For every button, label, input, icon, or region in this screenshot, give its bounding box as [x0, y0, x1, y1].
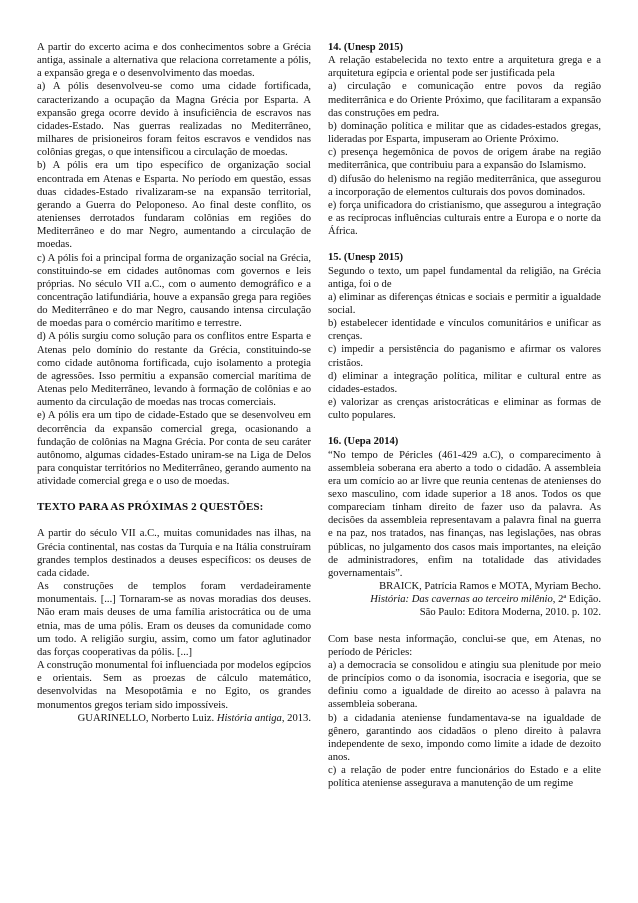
text-paragraph-1: A partir do século VII a.C., muitas comunidades nas ilhas, na Grécia continental, nas costas da Turquia e na Itália construíram grandes templos destinados a deuses específicos: os deuses de cada cidade.: [37, 528, 311, 579]
q16-option-c: c) a relação de poder entre funcionários do Estado e a elite política ateniense assegurava a manutenção de um regime: [328, 765, 601, 790]
q16-citation-title-line: [328, 593, 601, 606]
q16-citation-title: História: Das cavernas ao terceiro milênio: [370, 594, 553, 606]
option-e: e) A pólis era um tipo de cidade-Estado que se desenvolveu em decorrência da expansão comercial grega, ocasionando a fundação de colônias na Magna Grécia. Por conta de seu caráter autônomo, algumas cidades-Estado uniram-se na Liga de Delos para conquistar territórios no Mediterrâneo, gerando aumento na atividade comercial grega e o uso de moedas.: [37, 410, 311, 488]
left-column: [37, 41, 311, 725]
text-paragraph-3: A construção monumental foi influenciada por modelos egípcios e orientais. Sem as proezas de cálculo matemático, desenvolvidas na Mesopotâmia e no Egito, os grandes monumentos gregos teriam sido impossíveis.: [37, 660, 311, 711]
citation-year: , 2013.: [281, 712, 311, 724]
right-column: [328, 41, 601, 790]
section-heading: TEXTO PARA AS PRÓXIMAS 2 QUESTÕES:: [37, 501, 264, 514]
q16-option-b: b) a cidadania ateniense fundamentava-se na igualdade de gênero, garantindo aos cidadãos o pleno direito à palavra independente de sexo, impondo como limite a idade de dezoito anos.: [328, 712, 601, 763]
option-d: d) A pólis surgiu como solução para os conflitos entre Esparta e Atenas pelo domínio do restante da Grécia, constituindo-se como cidade autônoma fortificada, cujo isolamento a protegia de agressões. Isso permitiu a expansão comercial marítima de Atenas pelo Mediterrâneo, levando à formação de colônias e ao aumento da circulação de moedas nas trocas comerciais.: [37, 331, 311, 409]
text-citation: [37, 712, 311, 725]
q14-option-e: e) força unificadora do cristianismo, que assegurou a integração e as recíprocas influências culturais entre a Europa e o norte da África.: [328, 199, 601, 238]
q14-option-a: a) circulação e comunicação entre povos da região mediterrânica e do Oriente Próximo, que facilitaram a expansão das construções em pedra.: [328, 81, 601, 119]
option-a: a) A pólis desenvolveu-se como uma cidade fortificada, caracterizando a ocupação da Magna Grécia por Esparta. A expansão grega ocorre devido à insuficiência de escravos nas cidades-Estado. Nas guerras realizadas no Mediterrâneo, milhares de prisioneiros foram feitos escravos e vendidos nas colônias gregas, o que intensificou a circulação de moedas.: [37, 81, 311, 159]
question-16-title: 16. (Uepa 2014): [328, 436, 399, 448]
q14-option-c: c) presença hegemônica de povos de origem árabe na região mediterrânica, que contribuiu para a expansão do Islamismo.: [328, 147, 601, 172]
q15-option-c: c) impedir a persistência do paganismo e afirmar os valores cristãos.: [328, 344, 601, 369]
q16-citation-edition: , 2ª Edição.: [552, 594, 601, 606]
q14-option-d: d) difusão do helenismo na região mediterrânica, que assegurou a incorporação de elementos culturais dos povos dominados.: [328, 173, 601, 198]
option-b: b) A pólis era um tipo específico de organização social encontrada em Atenas e Esparta. No período em questão, essas duas cidades-Estado rivalizaram-se na expansão territorial, gerando a Guerra do Peloponeso. Ao final deste conflito, os atenienses derrotados fundaram colônias em regiões do Mediterrâneo e do mar Negro, aumentando a circulação de moedas.: [37, 160, 311, 251]
citation-author: GUARINELLO, Norberto Luiz.: [77, 712, 217, 724]
q16-citation-authors: BRAICK, Patrícia Ramos e MOTA, Myriam Becho.: [379, 581, 601, 593]
question-16-stem: Com base nesta informação, conclui-se que, em Atenas, no período de Péricles:: [328, 633, 601, 658]
text-paragraph-2: As construções de templos foram verdadeiramente monumentais. [...] Tornaram-se as novas moradias dos deuses. Não eram mais deuses de uma família aristocrática ou de uma etnia, mas de uma pólis. Eram os deuses da comunidade como um todo. A religião surgiu, assim, como um fator aglutinador das forças cooperativas da pólis. [...]: [37, 581, 311, 658]
q14-option-b: b) dominação política e militar que as cidades-estados gregas, lideradas por Esparta, impuseram ao Oriente Próximo.: [328, 120, 601, 146]
citation-title: História antiga: [216, 712, 282, 724]
question-14-stem: A relação estabelecida no texto entre a arquitetura grega e a arquitetura egípcia e oriental pode ser justificada pela: [328, 55, 601, 80]
option-c: c) A pólis foi a principal forma de organização social na Grécia, constituindo-se em cidades autônomas com governos e leis próprias. No século VII a.C., com o aumento demográfico e a concentração latifundiária, houve a expansão grega para regiões do Mediterrâneo e do mar Negro, causando intensa circulação de moedas para o comércio marítimo e terrestre.: [37, 252, 311, 330]
q16-option-a: a) a democracia se consolidou e atingiu sua plenitude por meio de princípios como o da isonomia, isocracia e isegoria, que se definiu como a igualdade de direito ao acesso à palavra na assembleia soberana.: [328, 659, 601, 711]
question-16-quote: “No tempo de Péricles (461-429 a.C), o comparecimento à assembleia soberana era aberto a todo o cidadão. A assembleia era um comício ao ar livre que reunia centenas de atenienses do sexo masculino, com idade superior a 18 anos. Todos os que compareciam tinham direito de fazer uso da palavra. As decisões da assembleia representavam a palavra final na guerra e na paz, nos tratados, nas finanças, nas legislações, nas obras públicas, no julgamento dos casos mais importantes, na eleição de administradores, enfim na totalidade das atividades governamentais”.: [328, 449, 601, 579]
q15-option-a: a) eliminar as diferenças étnicas e sociais e permitir a igualdade social.: [328, 291, 601, 316]
question-15-stem: Segundo o texto, um papel fundamental da religião, na Grécia antiga, foi o de: [328, 265, 601, 290]
question-14-title: 14. (Unesp 2015): [328, 42, 404, 53]
q15-option-e: e) valorizar as crenças aristocráticas e eliminar as formas de culto populares.: [328, 397, 601, 422]
question-15-title: 15. (Unesp 2015): [328, 252, 404, 264]
q15-option-d: d) eliminar a integração política, militar e cultural entre as cidades-estados.: [328, 370, 601, 395]
q15-option-b: b) estabelecer identidade e vínculos comunitários e unificar as crenças.: [328, 318, 601, 343]
question-intro: A partir do excerto acima e dos conhecimentos sobre a Grécia antiga, assinale a alternativa que relaciona corretamente a pólis, a expansão grega e o desenvolvimento das moedas.: [37, 42, 311, 80]
q16-citation-publisher: São Paulo: Editora Moderna, 2010. p. 102.: [419, 607, 601, 619]
